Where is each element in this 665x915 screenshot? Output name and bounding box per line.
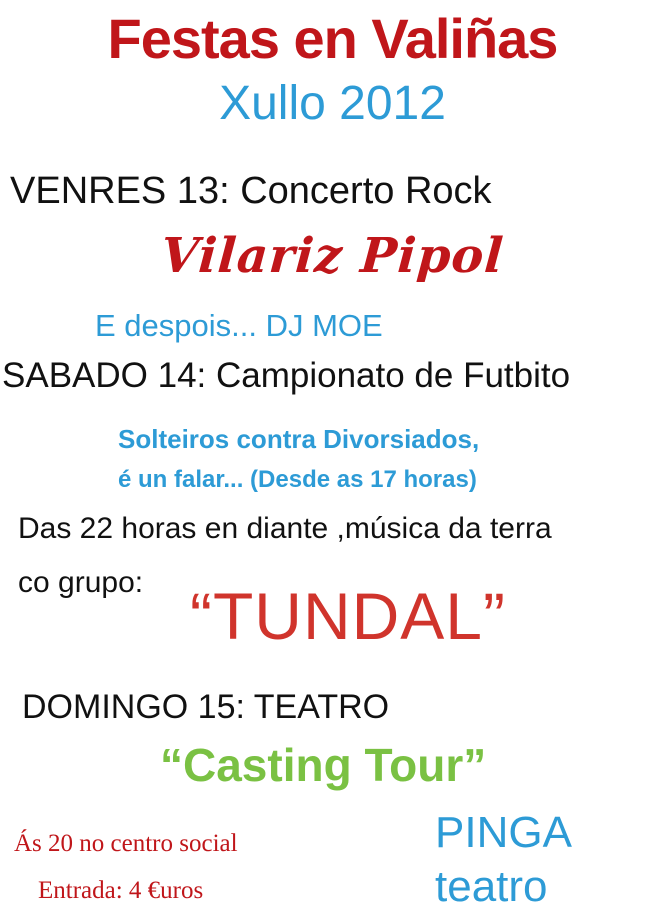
poster-title: Festas en Valiñas <box>107 7 558 70</box>
sunday-heading: DOMINGO 15: TEATRO <box>22 688 390 726</box>
saturday-subline-2: é un falar... (Desde as 17 horas) <box>118 466 477 493</box>
sunday-company-line-2: teatro <box>435 862 548 911</box>
saturday-music-line-1: Das 22 horas en diante ,música da terra <box>18 512 552 545</box>
saturday-music-line-2: co grupo: <box>18 566 144 599</box>
saturday-group-name: “TUNDAL” <box>190 579 506 653</box>
friday-heading: VENRES 13: Concerto Rock <box>10 170 492 212</box>
friday-dj-line: E despois... DJ MOE <box>95 308 383 343</box>
saturday-subline-1: Solteiros contra Divorsiados, <box>118 424 480 454</box>
friday-band-name: Vilariz Pipol <box>159 228 506 284</box>
footer-price: Entrada: 4 €uros <box>38 877 204 904</box>
poster-subtitle: Xullo 2012 <box>219 77 446 130</box>
sunday-play-title: “Casting Tour” <box>160 739 487 791</box>
saturday-heading: SABADO 14: Campionato de Futbito <box>2 356 571 395</box>
footer-venue: Ás 20 no centro social <box>14 830 238 857</box>
sunday-company-line-1: PINGA <box>435 808 572 857</box>
